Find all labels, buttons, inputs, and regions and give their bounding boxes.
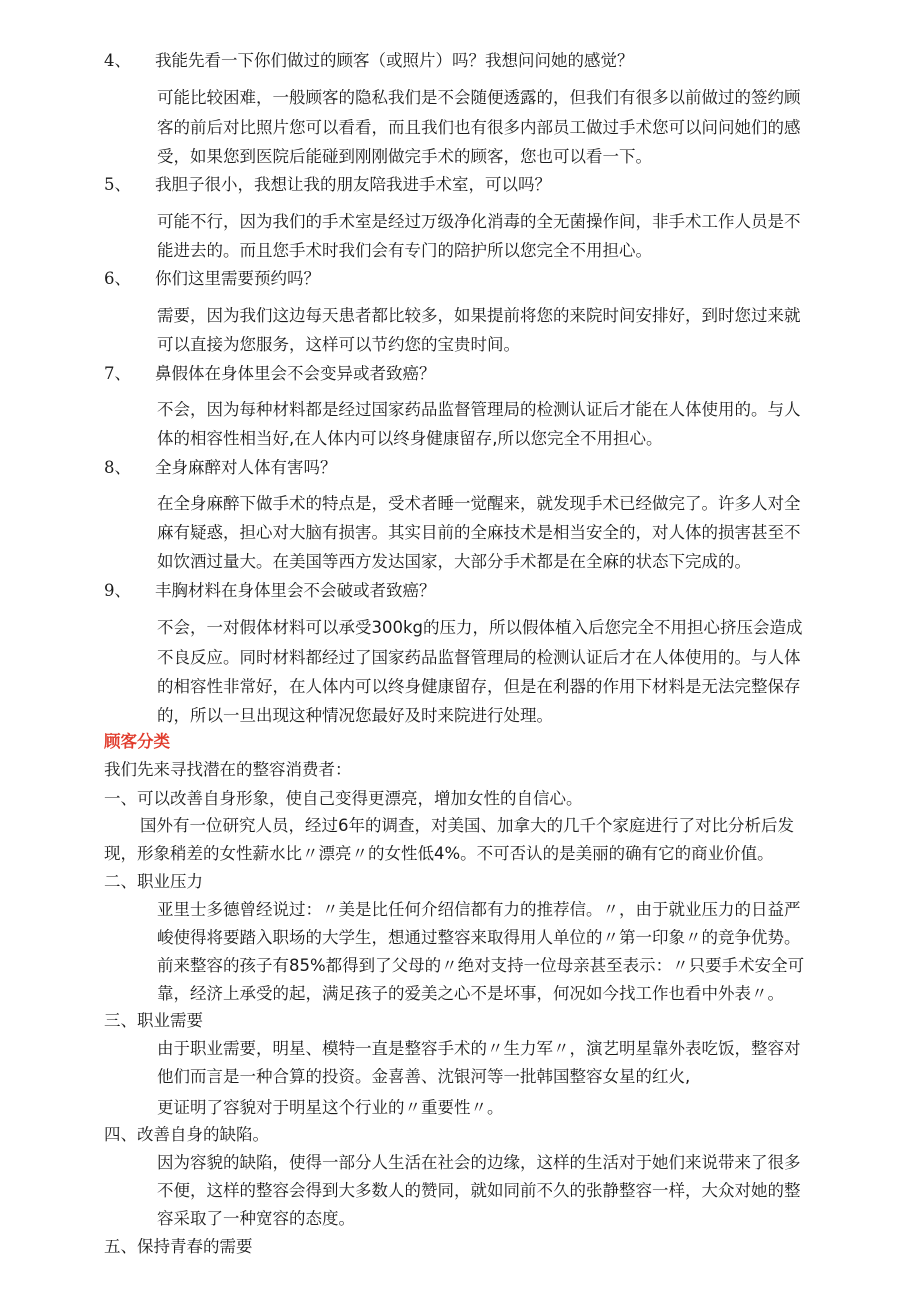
faq-question: 我能先看一下你们做过的顾客（或照片）吗？我想问问她的感觉？	[155, 51, 634, 70]
category-line: 更证明了容貌对于明星这个行业的〃重要性〃。	[157, 1098, 504, 1117]
category-line: 国外有一位研究人员，经过6年的调查，对美国、加拿大的几千个家庭进行了对比分析后发	[140, 816, 794, 835]
faq-answer-line: 麻有疑惑，担心对大脑有损害。其实目前的全麻技术是相当安全的，对人体的损害甚至不	[157, 523, 801, 542]
category-line: 现，形象稍差的女性薪水比〃漂亮〃的女性低4%。不可否认的是美丽的确有它的商业价值。	[104, 844, 774, 863]
faq-number: 9、	[104, 581, 131, 600]
category-line: 由于职业需要，明星、模特一直是整容手术的〃生力军〃，演艺明星靠外表吃饭，整容对	[157, 1039, 801, 1058]
faq-question: 丰胸材料在身体里会不会破或者致癌？	[155, 581, 436, 600]
faq-answer-line: 需要，因为我们这边每天患者都比较多，如果提前将您的来院时间安排好，到时您过来就	[157, 306, 801, 325]
faq-question: 鼻假体在身体里会不会变异或者致癌？	[155, 364, 436, 383]
faq-answer-line: 可能比较困难，一般顾客的隐私我们是不会随便透露的，但我们有很多以前做过的签约顾	[157, 88, 801, 107]
faq-answer-line: 可以直接为您服务，这样可以节约您的宝贵时间。	[157, 335, 520, 354]
faq-answer-line: 客的前后对比照片您可以看看，而且我们也有很多内部员工做过手术您可以问问她们的感	[157, 118, 801, 137]
faq-answer-line: 不良反应。同时材料都经过了国家药品监督管理局的检测认证后才在人体使用的。与人体	[157, 648, 801, 667]
faq-answer-line: 受，如果您到医院后能碰到刚刚做完手术的顾客，您也可以看一下。	[157, 147, 652, 166]
section-intro: 我们先来寻找潜在的整容消费者：	[104, 760, 352, 779]
faq-answer-line: 能进去的。而且您手术时我们会有专门的陪护所以您完全不用担心。	[157, 241, 652, 260]
category-line: 峻使得将要踏入职场的大学生，想通过整容来取得用人单位的〃第一印象〃的竞争优势。	[157, 928, 801, 947]
faq-question: 全身麻醉对人体有害吗？	[155, 458, 337, 477]
category-line: 前来整容的孩子有85%都得到了父母的〃绝对支持一位母亲甚至表示：〃只要手术安全可	[157, 956, 805, 975]
category-heading: 五、保持青春的需要	[104, 1237, 253, 1256]
category-line: 靠，经济上承受的起，满足孩子的爱美之心不是坏事，何况如今找工作也看中外表〃。	[157, 984, 784, 1003]
category-line: 容采取了一种宽容的态度。	[157, 1209, 355, 1228]
category-line: 他们而言是一种合算的投资。金喜善、沈银河等一批韩国整容女星的红火,	[157, 1067, 691, 1086]
category-heading: 四、改善自身的缺陷。	[104, 1125, 269, 1144]
faq-number: 7、	[104, 364, 131, 383]
category-heading: 三、职业需要	[104, 1011, 203, 1030]
faq-number: 5、	[104, 175, 131, 194]
faq-answer-line: 的相容性非常好，在人体内可以终身健康留存，但是在利器的作用下材料是无法完整保存	[157, 677, 801, 696]
faq-answer-line: 体的相容性相当好,在人体内可以终身健康留存,所以您完全不用担心。	[157, 429, 663, 448]
category-line: 不便，这样的整容会得到大多数人的赞同，就如同前不久的张静整容一样，大众对她的整	[157, 1181, 801, 1200]
category-heading: 一、可以改善自身形象，使自己变得更漂亮，增加女性的自信心。	[104, 789, 583, 808]
category-line: 亚里士多德曾经说过：〃美是比任何介绍信都有力的推荐信。〃，由于就业压力的日益严	[157, 900, 801, 919]
faq-answer-line: 不会，因为每种材料都是经过国家药品监督管理局的检测认证后才能在人体使用的。与人	[157, 400, 801, 419]
faq-answer-line: 可能不行，因为我们的手术室是经过万级净化消毒的全无菌操作间，非手术工作人员是不	[157, 212, 801, 231]
faq-question: 你们这里需要预约吗？	[155, 269, 320, 288]
category-line: 因为容貌的缺陷，使得一部分人生活在社会的边缘，这样的生活对于她们来说带来了很多	[157, 1153, 801, 1172]
faq-number: 6、	[104, 269, 131, 288]
category-heading: 二、职业压力	[104, 872, 203, 891]
faq-answer-line: 不会，一对假体材料可以承受300kg的压力，所以假体植入后您完全不用担心挤压会造成	[157, 618, 803, 637]
faq-number: 8、	[104, 458, 131, 477]
faq-number: 4、	[104, 51, 131, 70]
section-title: 顾客分类	[104, 732, 170, 751]
faq-answer-line: 在全身麻醉下做手术的特点是，受术者睡一觉醒来，就发现手术已经做完了。许多人对全	[157, 494, 801, 513]
faq-question: 我胆子很小，我想让我的朋友陪我进手术室，可以吗？	[155, 175, 551, 194]
faq-answer-line: 如饮酒过量大。在美国等西方发达国家，大部分手术都是在全麻的状态下完成的。	[157, 552, 751, 571]
faq-answer-line: 的，所以一旦出现这种情况您最好及时来院进行处理。	[157, 706, 553, 725]
